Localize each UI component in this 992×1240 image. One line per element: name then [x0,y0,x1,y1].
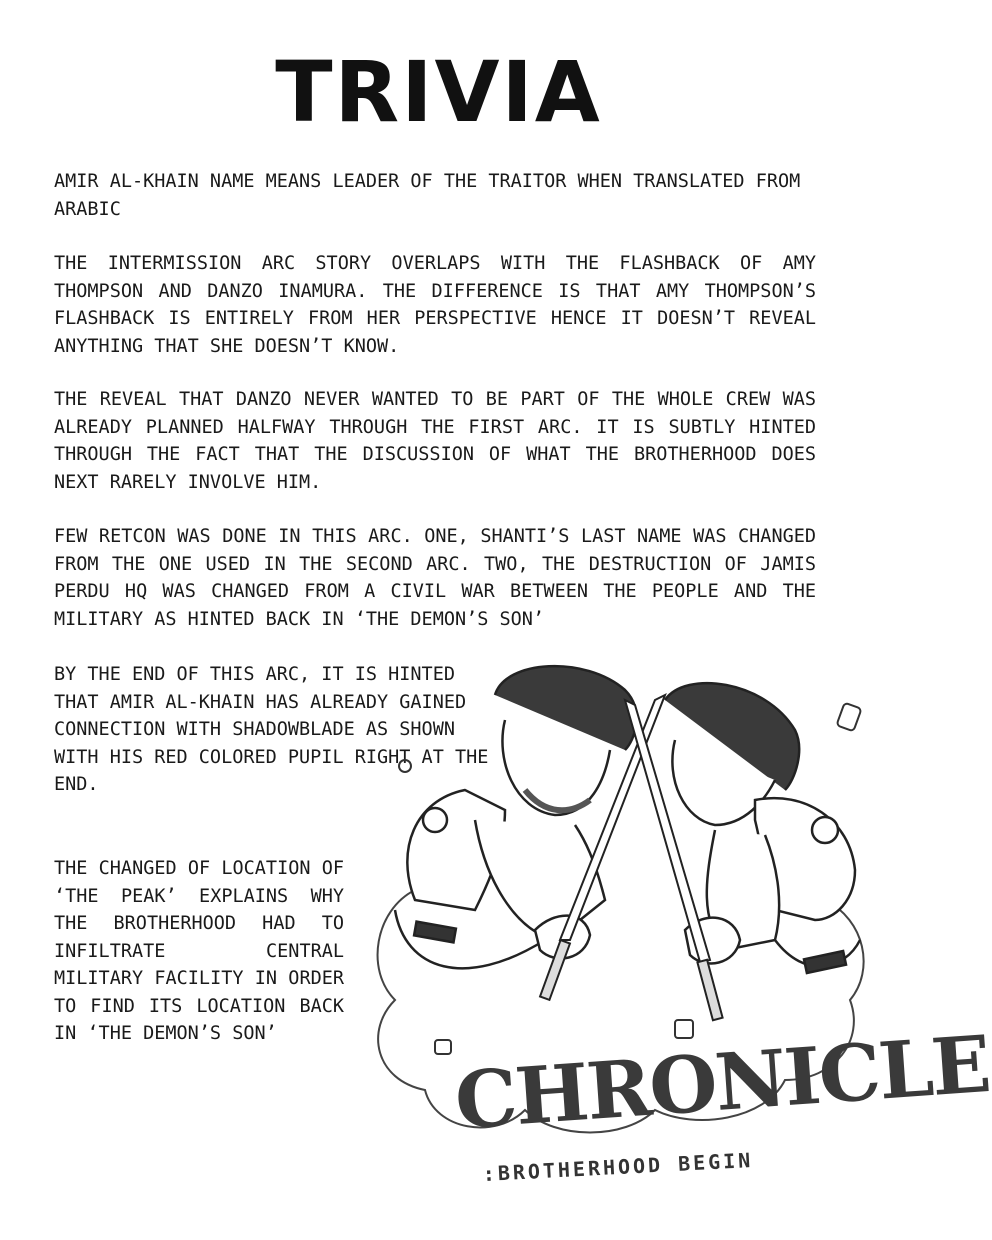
trivia-paragraph-2: THE INTERMISSION ARC STORY OVERLAPS WITH THE FLASHBACK OF AMY THOMPSON AND DANZO INAMURA. THE DIFFERENCE IS THAT AMY THOMPSON’S FLASHBACK IS ENTIRELY FROM HER PERSPECTIVE HENCE IT DOESN’T REVEAL ANYTHING THAT SHE DOESN’T KNOW. [54,253,816,357]
trivia-paragraph-6: THE CHANGED OF LOCATION OF ‘THE PEAK’ EXPLAINS WHY THE BROTHERHOOD HAD TO INFILTRATE CENTRAL MILITARY FACILITY IN ORDER TO FIND ITS LOCATION BACK IN ‘THE DEMON’S SON’ [54,858,344,1044]
trivia-paragraph-4: FEW RETCON WAS DONE IN THIS ARC. ONE, SHANTI’S LAST NAME WAS CHANGED FROM THE ONE USED IN THE SECOND ARC. TWO, THE DESTRUCTION OF JAMIS PERDU HQ WAS CHANGED FROM A CIVIL WAR BETWEEN THE PEOPLE AND THE MILITARY AS HINTED BACK IN ‘THE DEMON’S SON’ [54,526,816,630]
trivia-paragraph-5: BY THE END OF THIS ARC, IT IS HINTED THAT AMIR AL-KHAIN HAS ALREADY GAINED CONNECTION WITH SHADOWBLADE AS SHOWN WITH HIS RED COLORED PUPIL RIGHT AT THE END. [54,664,489,795]
trivia-paragraph-3: THE REVEAL THAT DANZO NEVER WANTED TO BE PART OF THE WHOLE CREW WAS ALREADY PLANNED HALFWAY THROUGH THE FIRST ARC. IT IS SUBTLY HINTED THROUGH THE FACT THAT THE DISCUSSION OF WHAT THE BROTHERHOOD DOES NEXT RARELY INVOLVE HIM. [54,389,816,493]
trivia-paragraph-1: AMIR AL-KHAIN NAME MEANS LEADER OF THE TRAITOR WHEN TRANSLATED FROM ARABIC [54,171,801,220]
page-title: TRIVIA [275,43,602,141]
left-warrior [395,666,637,968]
warriors-illustration [355,640,992,1240]
chronicle-subtitle: :BROTHERHOOD BEGIN [482,1147,754,1187]
chronicle-logo: CHRONICLE [452,1019,992,1148]
